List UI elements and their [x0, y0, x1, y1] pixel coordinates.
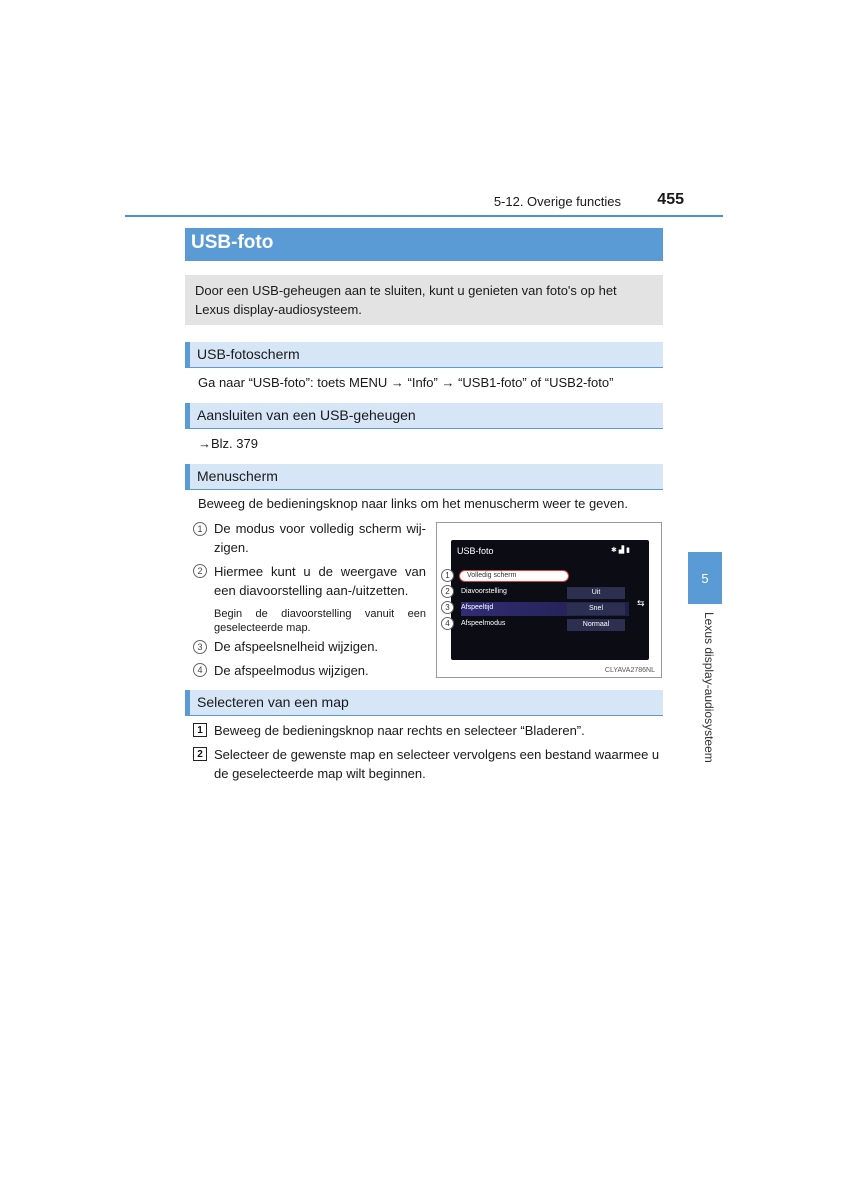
- header-rule: [125, 215, 723, 217]
- screen-menu-row-4: [461, 618, 629, 632]
- section-heading-menuscherm: [185, 464, 663, 490]
- figure-callout-4: 4: [441, 617, 454, 630]
- section-heading-text: USB-fotoscherm: [197, 346, 300, 362]
- screen-row-label: Afspeeltijd: [461, 604, 494, 611]
- screen-row-label: Diavoorstelling: [461, 588, 507, 595]
- screen-menu-row-1: [461, 570, 629, 584]
- callout-number-3: 3: [193, 640, 207, 654]
- display-screen: [451, 540, 649, 660]
- screen-row-label: Afspeelmodus: [461, 620, 506, 627]
- scroll-arrow-icon: ⇆: [637, 598, 645, 608]
- step-number-1: 1: [193, 723, 207, 737]
- screen-menu-row-2: [461, 586, 629, 600]
- screen-row-value: Normaal: [567, 619, 625, 631]
- callout-number-4: 4: [193, 663, 207, 677]
- intro-box: [185, 275, 663, 325]
- section-heading-map: [185, 690, 663, 716]
- menu-item-2-text: [214, 562, 426, 600]
- intro-text: Door een USB-geheugen aan te sluiten, kunt u genieten van foto's op het Lexus display-audiosysteem.: [195, 283, 617, 317]
- screen-title: USB-foto: [457, 546, 494, 556]
- menu-item-2-line2: een diavoorstelling aan-/uitzetten.: [214, 583, 409, 598]
- menu-item-3-text: De afspeelsnelheid wijzigen.: [214, 639, 379, 654]
- figure-code: CLYAVA2786NL: [604, 667, 655, 674]
- menu-item-2-note-line2: geselecteerde map.: [214, 622, 311, 634]
- page-title: USB-foto: [185, 228, 663, 261]
- status-icons: ✱ ▟ ▮: [611, 547, 630, 554]
- step-number-2: 2: [193, 747, 207, 761]
- menu-screen-figure: [436, 522, 662, 678]
- menu-item-4-text: De afspeelmodus wijzigen.: [214, 663, 369, 678]
- fotoscherm-text: Ga naar “USB-foto”: toets MENU → “Info” → “USB1-foto” of “USB2-foto”: [198, 375, 614, 390]
- menu-item-2-line1: Hiermee kunt u de weergave van: [214, 564, 426, 579]
- page-number: 455: [657, 191, 684, 208]
- chapter-tab: 5: [688, 552, 722, 604]
- figure-callout-1: 1: [441, 569, 454, 582]
- step-1-text: Beweeg de bedieningsknop naar rechts en selecteer “Bladeren”.: [214, 723, 585, 738]
- menu-item-2-note-line1: Begin de diavoorstelling vanuit een: [214, 608, 426, 620]
- menu-item-1-text: [214, 519, 426, 557]
- section-heading-text: Selecteren van een map: [197, 694, 349, 710]
- callout-number-1: 1: [193, 522, 207, 536]
- page-reference: →Blz. 379: [198, 436, 258, 451]
- callout-number-2: 2: [193, 564, 207, 578]
- menuscherm-text: Beweeg de bedieningsknop naar links om het menuscherm weer te geven.: [198, 496, 628, 511]
- screen-row-label: Volledig scherm: [467, 572, 517, 579]
- section-heading-text: Menuscherm: [197, 468, 278, 484]
- step-2-text: [214, 745, 662, 783]
- step-2-line1: Selecteer de gewenste map en selecteer vervolgens een bestand waarmee u: [214, 747, 660, 762]
- step-2-line2: de geselecteerde map wilt beginnen.: [214, 766, 426, 781]
- figure-callout-3: 3: [441, 601, 454, 614]
- screen-row-value: Uit: [567, 587, 625, 599]
- screen-row-value: Snel: [567, 603, 625, 615]
- menu-item-1-line2: zigen.: [214, 540, 249, 555]
- menu-item-2-note: [214, 607, 426, 635]
- running-header-section: 5-12. Overige functies: [493, 194, 621, 209]
- section-heading-aansluiten: [185, 403, 663, 429]
- figure-callout-2: 2: [441, 585, 454, 598]
- screen-menu-row-3: [461, 602, 629, 616]
- chapter-tab-label: Lexus display-audiosysteem: [702, 612, 716, 763]
- section-heading-fotoscherm: [185, 342, 663, 368]
- menu-item-1-line1: De modus voor volledig scherm wij-: [214, 521, 426, 536]
- section-heading-text: Aansluiten van een USB-geheugen: [197, 407, 416, 423]
